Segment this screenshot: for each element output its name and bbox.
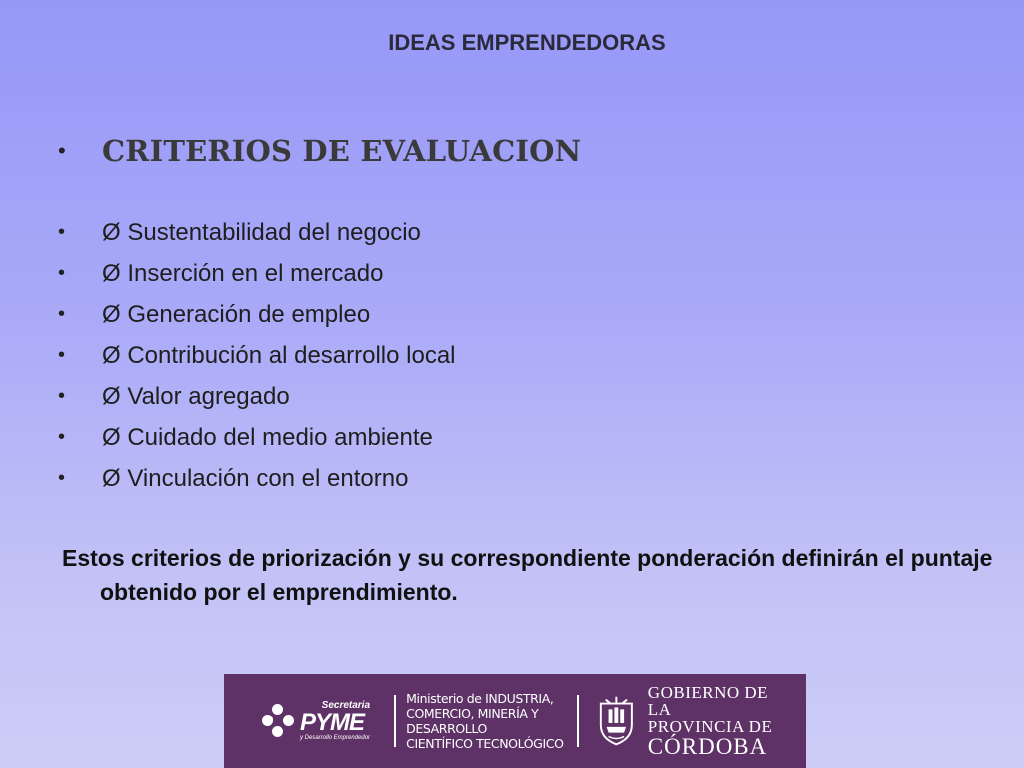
criteria-label: Ø Generación de empleo: [102, 300, 371, 328]
pyme-logo-icon: [262, 704, 296, 738]
ministry-line: Ministerio de INDUSTRIA,: [406, 691, 554, 706]
list-item: [58, 376, 456, 417]
bullet-icon: •: [58, 262, 66, 284]
government-label: [648, 684, 792, 758]
bullet-icon: •: [58, 385, 66, 407]
heading-row: [58, 134, 581, 168]
footer-banner: [224, 674, 806, 768]
bullet-icon: •: [58, 426, 66, 448]
criteria-label: Ø Cuidado del medio ambiente: [102, 423, 433, 451]
list-item: [58, 417, 456, 458]
criteria-label: Ø Vinculación con el entorno: [102, 464, 409, 492]
bullet-icon: •: [58, 138, 66, 163]
list-item: [58, 212, 456, 253]
bullet-icon: •: [58, 303, 66, 325]
divider: [577, 695, 579, 747]
ministry-label: [406, 691, 567, 751]
criteria-label: Ø Inserción en el mercado: [102, 259, 384, 287]
list-item: [58, 253, 456, 294]
bullet-icon: •: [58, 467, 66, 489]
criteria-list: [58, 212, 456, 499]
list-item: [58, 458, 456, 499]
pyme-name-label: PYME: [300, 709, 365, 736]
cordoba-seal-icon: [595, 695, 638, 747]
pyme-subtitle-label: y Desarrollo Emprendedor: [300, 735, 371, 741]
gov-line-1: GOBIERNO DE LA: [647, 683, 769, 719]
ministry-line: COMERCIO, MINERÍA Y DESARROLLO: [406, 706, 539, 736]
list-item: [58, 294, 456, 335]
closing-paragraph: Estos criterios de priorización y su correspondiente ponderación definirán el puntaje obtenido por el emprendimiento.: [62, 545, 993, 605]
gov-line-2: PROVINCIA DE: [647, 717, 773, 736]
gov-line-3: CÓRDOBA: [647, 734, 768, 759]
criteria-label: Ø Contribución al desarrollo local: [102, 341, 456, 369]
section-heading: CRITERIOS DE EVALUACION: [102, 134, 582, 168]
divider: [394, 695, 396, 747]
bullet-icon: •: [58, 221, 66, 243]
ministry-line: CIENTÍFICO TECNOLÓGICO: [406, 736, 564, 751]
pyme-secretaria-label: Secretaria: [321, 700, 371, 711]
slide-title: IDEAS EMPRENDEDORAS: [388, 30, 666, 55]
bullet-icon: •: [58, 344, 66, 366]
criteria-label: Ø Sustentabilidad del negocio: [102, 218, 421, 246]
pyme-logo: [262, 701, 384, 741]
list-item: [58, 335, 456, 376]
criteria-label: Ø Valor agregado: [102, 382, 290, 410]
